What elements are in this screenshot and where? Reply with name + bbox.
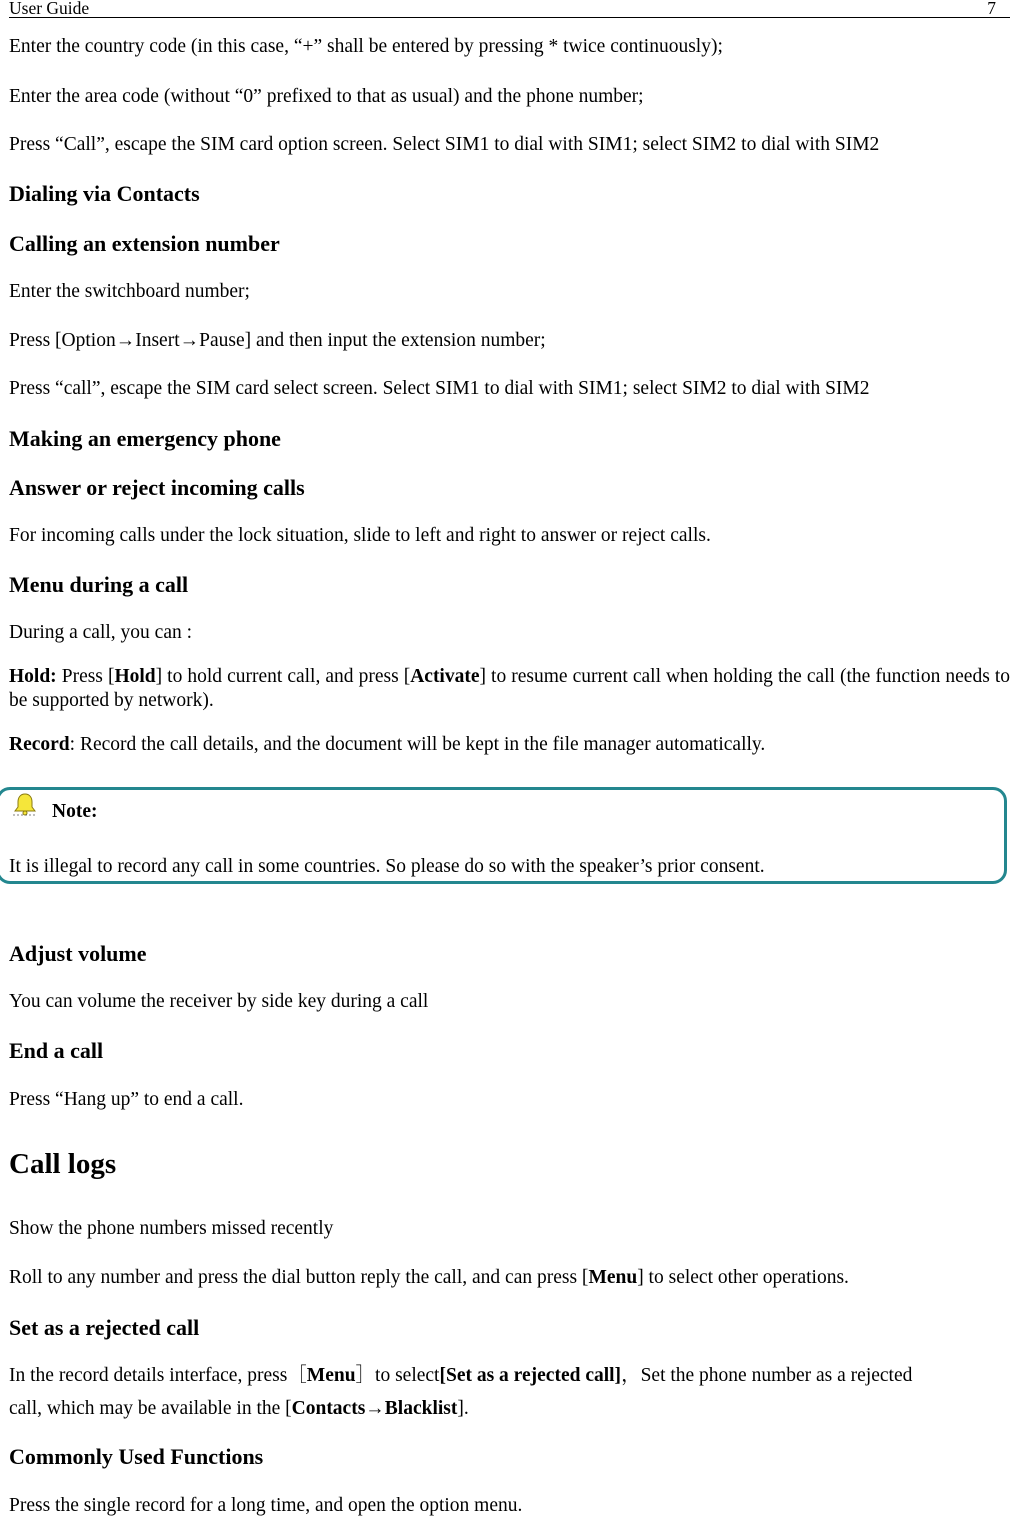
hold-key: Hold	[114, 666, 156, 687]
paragraph: Enter the switchboard number;	[9, 281, 250, 302]
heading-rejected-call: Set as a rejected call	[9, 1315, 200, 1340]
paragraph	[9, 1397, 1012, 1421]
heading-end-call: End a call	[9, 1038, 104, 1063]
hold-paragraph	[9, 665, 1010, 713]
paragraph: For incoming calls under the lock situation, slide to left and right to answer or reject calls.	[9, 525, 711, 546]
heading-menu-during-call: Menu during a call	[9, 572, 189, 597]
paragraph: Press “Hang up” to end a call.	[9, 1089, 244, 1110]
text-span: ] to hold current call, and press [	[155, 666, 411, 687]
note-text: It is illegal to record any call in some countries. So please do so with the speaker’s prior consent.	[9, 856, 765, 877]
hold-label: Hold:	[9, 666, 57, 687]
activate-key: Activate	[410, 666, 480, 687]
paragraph	[9, 1364, 1012, 1388]
paragraph: Enter the country code (in this case, “+” shall be entered by pressing * twice continuously);	[9, 36, 723, 57]
note-title-text: Note:	[52, 801, 98, 822]
header-title: User Guide	[9, 0, 90, 18]
heading-common-functions: Commonly Used Functions	[9, 1444, 264, 1469]
text-span: ，Set the phone number as a rejected	[621, 1365, 913, 1386]
set-rejected-option: [Set as a rejected call]	[439, 1365, 622, 1386]
text-span: ］to select	[355, 1365, 440, 1386]
text-span: ] to resume current call when holding the call (the function needs to be supported by network).	[9, 666, 1010, 711]
page-header	[9, 0, 1010, 18]
heading-emergency: Making an emergency phone	[9, 426, 281, 451]
heading-call-logs: Call logs	[9, 1148, 117, 1180]
text-span: ].	[457, 1398, 469, 1419]
heading-answer-reject: Answer or reject incoming calls	[9, 475, 305, 500]
bell-icon	[12, 791, 38, 817]
paragraph: Press “Call”, escape the SIM card option screen. Select SIM1 to dial with SIM1; select SIM2 to dial with SIM2	[9, 134, 880, 155]
text-span: call, which may be available in the [	[9, 1398, 292, 1419]
text-span: Press [	[56, 666, 115, 687]
menu-key: Menu	[306, 1365, 356, 1386]
contacts-blacklist: Contacts→Blacklist	[291, 1398, 458, 1419]
text-span: In the record details interface, press［	[9, 1365, 307, 1386]
paragraph: During a call, you can :	[9, 622, 193, 643]
paragraph	[9, 1266, 1012, 1290]
note-title	[52, 800, 1012, 824]
paragraph: Press the single record for a long time, and open the option menu.	[9, 1495, 523, 1516]
paragraph: Enter the area code (without “0” prefixed to that as usual) and the phone number;	[9, 86, 644, 107]
record-label: Record	[9, 734, 70, 755]
text-span: ] to select other operations.	[637, 1267, 849, 1288]
record-paragraph	[9, 733, 1012, 757]
paragraph: Show the phone numbers missed recently	[9, 1218, 334, 1239]
text-span: : Record the call details, and the document will be kept in the file manager automatically.	[69, 734, 766, 755]
paragraph: Press [Option→Insert→Pause] and then input the extension number;	[9, 330, 546, 351]
paragraph: You can volume the receiver by side key during a call	[9, 991, 429, 1012]
heading-dialing-contacts: Dialing via Contacts	[9, 181, 200, 206]
menu-key: Menu	[588, 1267, 638, 1288]
heading-adjust-volume: Adjust volume	[9, 941, 147, 966]
heading-extension-number: Calling an extension number	[9, 231, 280, 256]
text-span: Roll to any number and press the dial button reply the call, and can press [	[9, 1267, 589, 1288]
paragraph: Press “call”, escape the SIM card select screen. Select SIM1 to dial with SIM1; select SIM2 to dial with SIM2	[9, 378, 870, 399]
page-number: 7	[987, 0, 996, 18]
